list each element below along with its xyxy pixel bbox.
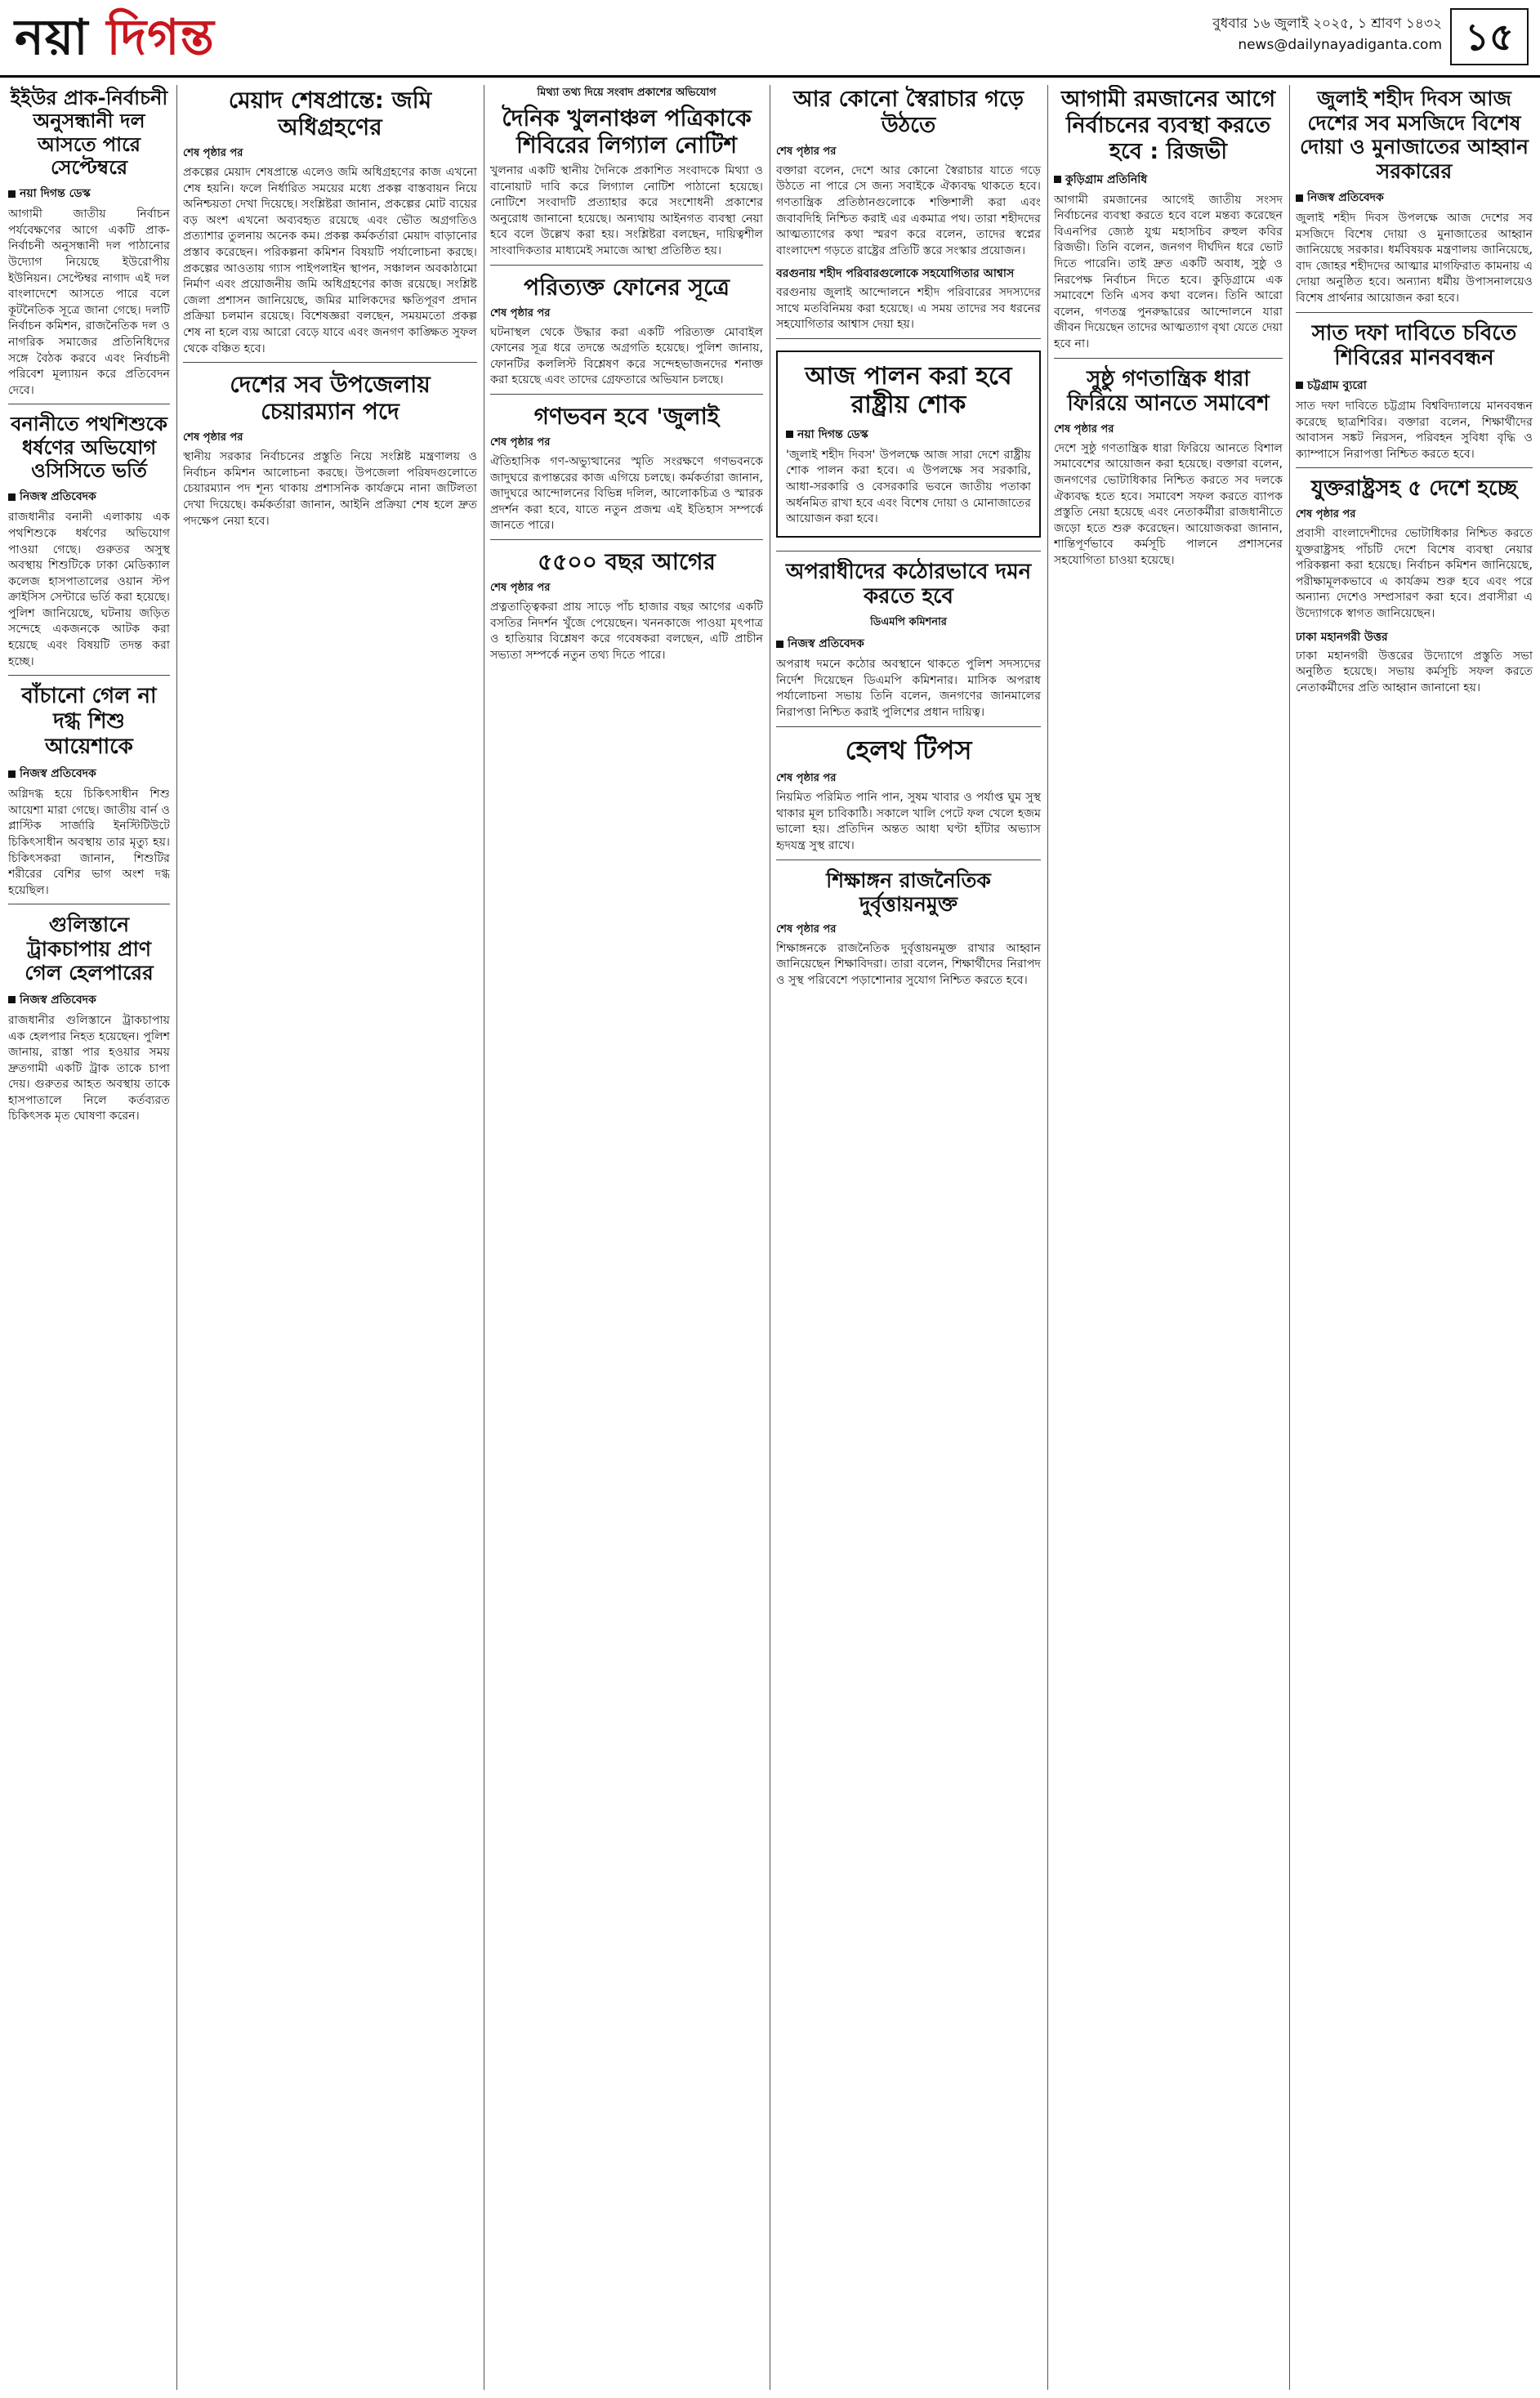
logo-word-2: দিগন্ত xyxy=(106,9,215,66)
article-body: শিক্ষাঙ্গনকে রাজনৈতিক দুর্বৃত্তায়নমুক্ত রাখার আহ্বান জানিয়েছেন শিক্ষাবিদরা। তারা বলেন, শিক্ষার্থীদের নিরাপদ ও সুস্থ পরিবেশে পড়াশোনার সুযোগ নিশ্চিত করতে হবে। xyxy=(776,941,1041,987)
contact-email[interactable]: news@dailynayadiganta.com xyxy=(1238,37,1442,53)
column-rule xyxy=(176,85,177,2390)
article-campus-politics xyxy=(776,867,1041,994)
headline[interactable]: দেশের সব উপজেলায় চেয়ারম্যান পদে xyxy=(230,371,431,426)
headline[interactable]: শিক্ষাঙ্গন রাজনৈতিক দুর্বৃত্তায়নমুক্ত xyxy=(826,868,991,917)
article-body: প্রত্নতাত্ত্বিকরা প্রায় সাড়ে পাঁচ হাজার বছর আগের একটি বসতির নিদর্শন খুঁজে পেয়েছেন। খননকাজে পাওয়া মৃৎপাত্র ও হাতিয়ার বিশ্লেষণ করে গবেষকরা বলছেন, এটি প্রাচীন সভ্যতা সম্পর্কে নতুন তথ্য দিতে পারে। xyxy=(490,601,763,662)
square-bullet-icon xyxy=(1054,176,1061,183)
masthead xyxy=(0,0,1540,78)
square-bullet-icon xyxy=(1296,382,1303,389)
issue-date: বুধবার ১৬ জুলাই ২০২৫, ১ শ্রাবণ ১৪৩২ xyxy=(1212,16,1442,32)
jump-line: শেষ পৃষ্ঠার পর xyxy=(490,436,551,449)
headline[interactable]: বাঁচানো গেল না দগ্ধ শিশু আয়েশাকে xyxy=(21,684,157,759)
article-5500-years xyxy=(490,547,763,668)
kicker: মিথ্যা তথ্য দিয়ে সংবাদ প্রকাশের অভিযোগ xyxy=(537,87,716,99)
article-health-tips xyxy=(776,734,1041,860)
headline[interactable]: বনানীতে পথশিশুকে ধর্ষণের অভিযোগ ওসিসিতে ভর্তি xyxy=(11,413,167,482)
article-body: আগামী জাতীয় নির্বাচন পর্যবেক্ষণের আগে একটি প্রাক-নির্বাচনী অনুসন্ধানী দল পাঠানোর উদ্যোগ নিয়েছে ইউরোপীয় ইউনিয়ন। সেপ্টেম্বর নাগাদ এই দল বাংলাদেশে আসতে পারে বলে কূটনৈতিক সূত্রে জানা গেছে। দলটি নির্বাচন কমিশন, রাজনৈতিক দল ও নাগরিক সমাজের প্রতিনিধিদের সঙ্গে বৈঠক করবে এবং নির্বাচনী পরিবেশ মূল্যায়ন করে প্রতিবেদন দেবে। xyxy=(8,208,170,397)
article-ganabhaban xyxy=(490,401,763,540)
article-dmp xyxy=(776,558,1041,727)
jump-line: শেষ পৃষ্ঠার পর xyxy=(183,431,243,444)
subheading: ঢাকা মহানগরী উত্তর xyxy=(1296,630,1388,644)
square-bullet-icon xyxy=(8,770,16,778)
byline: কুড়িগ্রাম প্রতিনিধি xyxy=(1054,170,1283,190)
article-ayesha xyxy=(8,682,170,904)
headline[interactable]: আগামী রমজানের আগে নির্বাচনের ব্যবস্থা করতে হবে : রিজভী xyxy=(1060,87,1276,164)
headline[interactable]: দৈনিক খুলনাঞ্চল পত্রিকাকে শিবিরের লিগ্যাল নোটিশ xyxy=(502,105,752,159)
article-no-autocracy xyxy=(776,85,1041,339)
jump-line: শেষ পৃষ্ঠার পর xyxy=(776,922,837,936)
byline: নিজস্ব প্রতিবেদক xyxy=(8,487,170,507)
byline: নয়া দিগন্ত ডেস্ক xyxy=(8,184,170,203)
article-legal-notice xyxy=(490,85,763,266)
square-bullet-icon xyxy=(776,641,783,648)
kicker: ডিএমপি কমিশনার xyxy=(870,616,947,629)
article-body: জুলাই শহীদ দিবস উপলক্ষে আজ দেশের সব মসজিদে বিশেষ দোয়া ও মুনাজাতের আহ্বান জানিয়েছে সরকার। ধর্মবিষয়ক মন্ত্রণালয় জানিয়েছে, বাদ জোহর শহীদদের আত্মার মাগফিরাত কামনায় এ দোয়া অনুষ্ঠিত হবে। অন্যান্য ধর্মীয় উপাসনালয়েও বিশেষ প্রার্থনার আয়োজন করা হবে। xyxy=(1296,212,1533,305)
article-body: সাত দফা দাবিতে চট্টগ্রাম বিশ্ববিদ্যালয়ে মানববন্ধন করেছে ছাত্রশিবির। বক্তারা বলেন, শিক্ষার্থীদের আবাসন সঙ্কট নিরসন, পরিবহন সুবিধা বৃদ্ধি ও ক্যাম্পাসে নিরাপত্তা নিশ্চিত করতে হবে। xyxy=(1296,399,1533,461)
article-body: স্থানীয় সরকার নির্বাচনের প্রস্তুতি নিয়ে সংশ্লিষ্ট মন্ত্রণালয় ও নির্বাচন কমিশন আলোচনা করছে। উপজেলা পরিষদগুলোতে চেয়ারম্যান পদ শূন্য থাকায় প্রশাসনিক কার্যক্রমে নানা জটিলতা দেখা দিয়েছে। কর্মকর্তারা জানান, আইনি প্রক্রিয়া শেষ হলে দ্রুত পদক্ষেপ নেয়া হবে। xyxy=(183,450,477,528)
article-eu-mission xyxy=(8,85,170,404)
article-upazila-chairman xyxy=(183,369,477,534)
newspaper-logo xyxy=(15,8,215,67)
column-3 xyxy=(490,85,763,2390)
headline[interactable]: সুষ্ঠু গণতান্ত্রিক ধারা ফিরিয়ে আনতে সমাবেশ xyxy=(1067,366,1270,417)
headline[interactable]: ইইউর প্রাক-নির্বাচনী অনুসন্ধানী দল আসতে পারে সেপ্টেম্বরে xyxy=(10,87,168,179)
headline[interactable]: হেলথ টিপস xyxy=(845,734,972,766)
byline: চট্টগ্রাম ব্যুরো xyxy=(1296,376,1533,395)
article-body: ঢাকা মহানগরী উত্তরের উদ্যোগে প্রস্তুতি সভা অনুষ্ঠিত হয়েছে। সভায় কর্মসূচি সফল করতে নেতাকর্মীদের প্রতি আহ্বান জানানো হয়। xyxy=(1296,649,1533,694)
jump-line: শেষ পৃষ্ঠার পর xyxy=(776,145,837,158)
article-body: ঐতিহাসিক গণ-অভ্যুত্থানের স্মৃতি সংরক্ষণে গণভবনকে জাদুঘরে রূপান্তরের কাজ এগিয়ে চলছে। কর্মকর্তারা জানান, জাদুঘরে আন্দোলনের বিভিন্ন দলিল, আলোকচিত্র ও স্মারক প্রদর্শন করা হবে, যাতে নতুন প্রজন্ম এই ইতিহাস সম্পর্কে জানতে পারে। xyxy=(490,455,763,533)
square-bullet-icon xyxy=(8,493,16,501)
jump-line: শেষ পৃষ্ঠার পর xyxy=(1054,422,1114,435)
byline: নিজস্ব প্রতিবেদক xyxy=(1296,188,1533,208)
article-state-mourning xyxy=(776,346,1041,551)
dateline xyxy=(1212,13,1442,56)
headline[interactable]: আর কোনো স্বৈরাচার গড়ে উঠতে xyxy=(792,87,1024,138)
jump-line: শেষ পৃষ্ঠার পর xyxy=(490,582,551,595)
byline: নয়া দিগন্ত ডেস্ক xyxy=(786,425,1031,444)
headline[interactable]: সাত দফা দাবিতে চবিতে শিবিরের মানববন্ধন xyxy=(1311,320,1517,371)
headline[interactable]: গুলিস্তানে ট্রাকচাপায় প্রাণ গেল হেলপারের xyxy=(25,913,154,985)
article-body: রাজধানীর গুলিস্তানে ট্রাকচাপায় এক হেলপার নিহত হয়েছেন। পুলিশ জানায়, রাস্তা পার হওয়ার সময় দ্রুতগামী একটি ট্রাক তাকে চাপা দেয়। গুরুতর আহত অবস্থায় তাকে হাসপাতালে নিলে কর্তব্যরত চিকিৎসক মৃত ঘোষণা করেন। xyxy=(8,1013,170,1123)
headline[interactable]: ৫৫০০ বছর আগের xyxy=(538,548,716,576)
column-5 xyxy=(1054,85,1283,2390)
article-body: বক্তারা বলেন, দেশে আর কোনো স্বৈরাচার যাতে গড়ে উঠতে না পারে সে জন্য সবাইকে ঐক্যবদ্ধ থাকতে হবে। গণতান্ত্রিক প্রতিষ্ঠানগুলোকে শক্তিশালী করা এবং জবাবদিহি নিশ্চিত করাই এর একমাত্র পথ। তারা শহীদদের আত্মত্যাগের কথা স্মরণ করে বলেন, তাদের স্বপ্নের বাংলাদেশ গড়তে রাষ্ট্রের প্রতিটি স্তরে সংস্কার প্রয়োজন। xyxy=(776,163,1041,257)
article-body: নিয়মিত পরিমিত পানি পান, সুষম খাবার ও পর্যাপ্ত ঘুম সুস্থ থাকার মূল চাবিকাঠি। সকালে খালি পেটে ফল খেলে হজম ভালো হয়। প্রতিদিন অন্তত আধা ঘণ্টা হাঁটার অভ্যাস হৃদযন্ত্র সুস্থ রাখে। xyxy=(776,791,1041,853)
article-cu-shibir xyxy=(1296,319,1533,469)
article-body: রাজধানীর বনানী এলাকায় এক পথশিশুকে ধর্ষণের অভিযোগ পাওয়া গেছে। গুরুতর অসুস্থ অবস্থায় শিশুটিকে ঢাকা মেডিক্যাল কলেজ হাসপাতালের ওয়ান স্টপ ক্রাইসিস সেন্টারে ভর্তি করা হয়েছে। পুলিশ জানিয়েছে, ঘটনায় জড়িত সন্দেহে একজনকে আটক করা হয়েছে এবং বিষয়টি তদন্ত করা হচ্ছে। xyxy=(8,511,170,668)
byline: নিজস্ব প্রতিবেদক xyxy=(8,990,170,1010)
article-gulistan xyxy=(8,911,170,1130)
jump-line: শেষ পৃষ্ঠার পর xyxy=(183,147,243,160)
jump-line: শেষ পৃষ্ঠার পর xyxy=(490,306,551,319)
jump-line: শেষ পৃষ্ঠার পর xyxy=(1296,507,1356,520)
square-bullet-icon xyxy=(1296,194,1303,202)
headline[interactable]: অপরাধীদের কঠোরভাবে দমন করতে হবে xyxy=(785,559,1032,610)
column-6 xyxy=(1296,85,1533,2390)
article-body: অগ্নিদগ্ধ হয়ে চিকিৎসাধীন শিশু আয়েশা মারা গেছে। জাতীয় বার্ন ও প্লাস্টিক সার্জারি ইনস্টিটিউটে চিকিৎসাধীন অবস্থায় তার মৃত্যু হয়। চিকিৎসকরা জানান, শিশুটির শরীরের বেশির ভাগ অংশ দগ্ধ হয়েছিল। xyxy=(8,788,170,897)
subheading: বরগুনায় শহীদ পরিবারগুলোকে সহযোগিতার আশ্বাস xyxy=(776,267,1015,281)
square-bullet-icon xyxy=(8,190,16,198)
page-number: ১৫ xyxy=(1450,8,1529,65)
square-bullet-icon xyxy=(8,996,16,1003)
jump-line: শেষ পৃষ্ঠার পর xyxy=(776,772,837,785)
article-abandoned-phone xyxy=(490,272,763,395)
article-body: 'জুলাই শহীদ দিবস' উপলক্ষে আজ সারা দেশে রাষ্ট্রীয় শোক পালন করা হবে। এ উপলক্ষে সব সরকারি, আধা-সরকারি ও বেসরকারি ভবনে জাতীয় পতাকা অর্ধনমিত রাখা হবে এবং বিশেষ দোয়া ও মোনাজাতের আয়োজন করা হবে। xyxy=(786,448,1031,526)
article-land-acquisition xyxy=(183,85,477,363)
article-banani xyxy=(8,411,170,676)
logo-word-1: নয়া xyxy=(15,9,89,66)
headline[interactable]: পরিত্যক্ত ফোনের সূত্রে xyxy=(524,273,730,301)
article-rizvi xyxy=(1054,85,1283,359)
article-martyrs-day xyxy=(1296,85,1533,313)
column-1 xyxy=(8,85,170,2390)
article-body: দেশে সুষ্ঠু গণতান্ত্রিক ধারা ফিরিয়ে আনতে বিশাল সমাবেশের আয়োজন করা হয়েছে। বক্তারা বলেন, জনগণের ভোটাধিকার নিশ্চিত করতে সব দলকে ঐক্যবদ্ধ হতে হবে। সমাবেশ সফল করতে ব্যাপক প্রস্তুতি নেয়া হয়েছে এবং নেতাকর্মীরা রাজধানীতে জড়ো হতে শুরু করেছেন। আয়োজকরা জানান, শান্তিপূর্ণভাবে কর্মসূচি পালনে প্রশাসনের সহযোগিতা চাওয়া হয়েছে। xyxy=(1054,441,1283,568)
headline[interactable]: আজ পালন করা হবে রাষ্ট্রীয় শোক xyxy=(805,362,1012,420)
headline[interactable]: যুক্তরাষ্ট্রসহ ৫ দেশে হচ্ছে xyxy=(1310,476,1518,502)
article-body: প্রবাসী বাংলাদেশীদের ভোটাধিকার নিশ্চিত করতে যুক্তরাষ্ট্রসহ পাঁচটি দেশে বিশেষ ব্যবস্থা নেয়ার পরিকল্পনা করা হয়েছে। নির্বাচন কমিশন জানিয়েছে, পরীক্ষামূলকভাবে এ কার্যক্রম শুরু হবে এবং পরে অন্যান্য দেশেও সম্প্রসারণ করা হবে। প্রবাসীরা এ উদ্যোগকে স্বাগত জানিয়েছেন। xyxy=(1296,526,1533,620)
headline[interactable]: জুলাই শহীদ দিবস আজ দেশের সব মসজিদে বিশেষ দোয়া ও মুনাজাতের আহ্বান সরকারের xyxy=(1300,87,1529,183)
article-us-5-countries xyxy=(1296,475,1533,701)
article-body: প্রকল্পের মেয়াদ শেষপ্রান্তে এলেও জমি অধিগ্রহণের কাজ এখনো শেষ হয়নি। ফলে নির্ধারিত সময়ের মধ্যে প্রকল্প বাস্তবায়ন নিয়ে অনিশ্চয়তা দেখা দিয়েছে। সংশ্লিষ্টরা জানান, প্রকল্পের মোট ব্যয়ের বড় অংশ এখনো অব্যবহৃত রয়েছে এবং ভৌত অগ্রগতিও প্রত্যাশার তুলনায় অনেক কম। প্রকল্প কর্মকর্তারা মেয়াদ বাড়ানোর প্রস্তাব করেছেন। পরিকল্পনা কমিশন বিষয়টি পর্যালোচনা করছে। প্রকল্পের আওতায় গ্যাস পাইপলাইন স্থাপন, সঞ্চালন অবকাঠামো নির্মাণ এবং প্রয়োজনীয় জমি অধিগ্রহণের কাজ রয়েছে। সংশ্লিষ্ট জেলা প্রশাসন জানিয়েছে, জমির মালিকদের ক্ষতিপূরণ প্রদান প্রক্রিয়া চলমান রয়েছে। বিশেষজ্ঞরা বলছেন, সময়মতো প্রকল্প শেষ না হলে ব্যয় আরো বেড়ে যাবে এবং জনগণ কাঙ্ক্ষিত সুফল থেকে বঞ্চিত হবে। xyxy=(183,166,477,355)
square-bullet-icon xyxy=(786,431,793,438)
headline[interactable]: মেয়াদ শেষপ্রান্তে: জমি অধিগ্রহণের xyxy=(228,87,432,141)
headline[interactable]: গণভবন হবে 'জুলাই xyxy=(533,403,720,431)
column-rule xyxy=(1289,85,1290,2390)
article-body: অপরাধ দমনে কঠোর অবস্থানে থাকতে পুলিশ সদস্যদের নির্দেশ দিয়েছেন ডিএমপি কমিশনার। মাসিক অপরাধ পর্যালোচনা সভায় তিনি বলেন, জনগণের জানমালের নিরাপত্তা নিশ্চিত করাই পুলিশের প্রধান দায়িত্ব। xyxy=(776,658,1041,719)
article-rally xyxy=(1054,365,1283,574)
article-body: বরগুনায় জুলাই আন্দোলনে শহীদ পরিবারের সদস্যদের সাথে মতবিনিময় করা হয়েছে। এ সময় তাদের সব ধরনের সহযোগিতার আশ্বাস দেয়া হয়। xyxy=(776,286,1041,332)
article-body: খুলনার একটি স্থানীয় দৈনিকে প্রকাশিত সংবাদকে মিথ্যা ও বানোয়াট দাবি করে লিগ্যাল নোটিশ পাঠানো হয়েছে। নোটিশে সংবাদটি প্রত্যাহার করে সংশোধনী প্রকাশের অনুরোধ জানানো হয়েছে। অন্যথায় আইনগত ব্যবস্থা নেয়া হবে বলে উল্লেখ করা হয়। সংশ্লিষ্টরা বলছেন, দায়িত্বশীল সাংবাদিকতার মাধ্যমেই সমাজে আস্থা প্রতিষ্ঠিত হয়। xyxy=(490,164,763,258)
article-body: আগামী রমজানের আগেই জাতীয় সংসদ নির্বাচনের ব্যবস্থা করতে হবে বলে মন্তব্য করেছেন বিএনপির জ্যেষ্ঠ যুগ্ম মহাসচিব রুহুল কবির রিজভী। তিনি বলেন, জনগণ দীর্ঘদিন ধরে ভোট দিতে পারেনি। তাই দ্রুত একটি অবাধ, সুষ্ঠু ও নিরপেক্ষ নির্বাচন দিতে হবে। কুড়িগ্রামে এক সমাবেশে তিনি এসব কথা বলেন। তিনি আরো বলেন, গণতন্ত্র পুনরুদ্ধারের আন্দোলনে যারা জীবন দিয়েছেন তাদের আত্মত্যাগ বৃথা যেতে দেয়া হবে না। xyxy=(1054,193,1283,351)
byline: নিজস্ব প্রতিবেদক xyxy=(8,764,170,784)
column-2 xyxy=(183,85,477,2390)
article-body: ঘটনাস্থল থেকে উদ্ধার করা একটি পরিত্যক্ত মোবাইল ফোনের সূত্র ধরে তদন্তে অগ্রগতি হয়েছে। পুলিশ জানায়, ফোনটির কললিস্ট বিশ্লেষণ করে সন্দেহভাজনদের শনাক্ত করা হয়েছে এবং তাদের গ্রেফতারে অভিযান চলছে। xyxy=(490,325,763,387)
column-4 xyxy=(776,85,1041,2390)
column-rule xyxy=(1047,85,1048,2390)
byline: নিজস্ব প্রতিবেদক xyxy=(776,634,1041,654)
boxed-story xyxy=(776,351,1041,538)
